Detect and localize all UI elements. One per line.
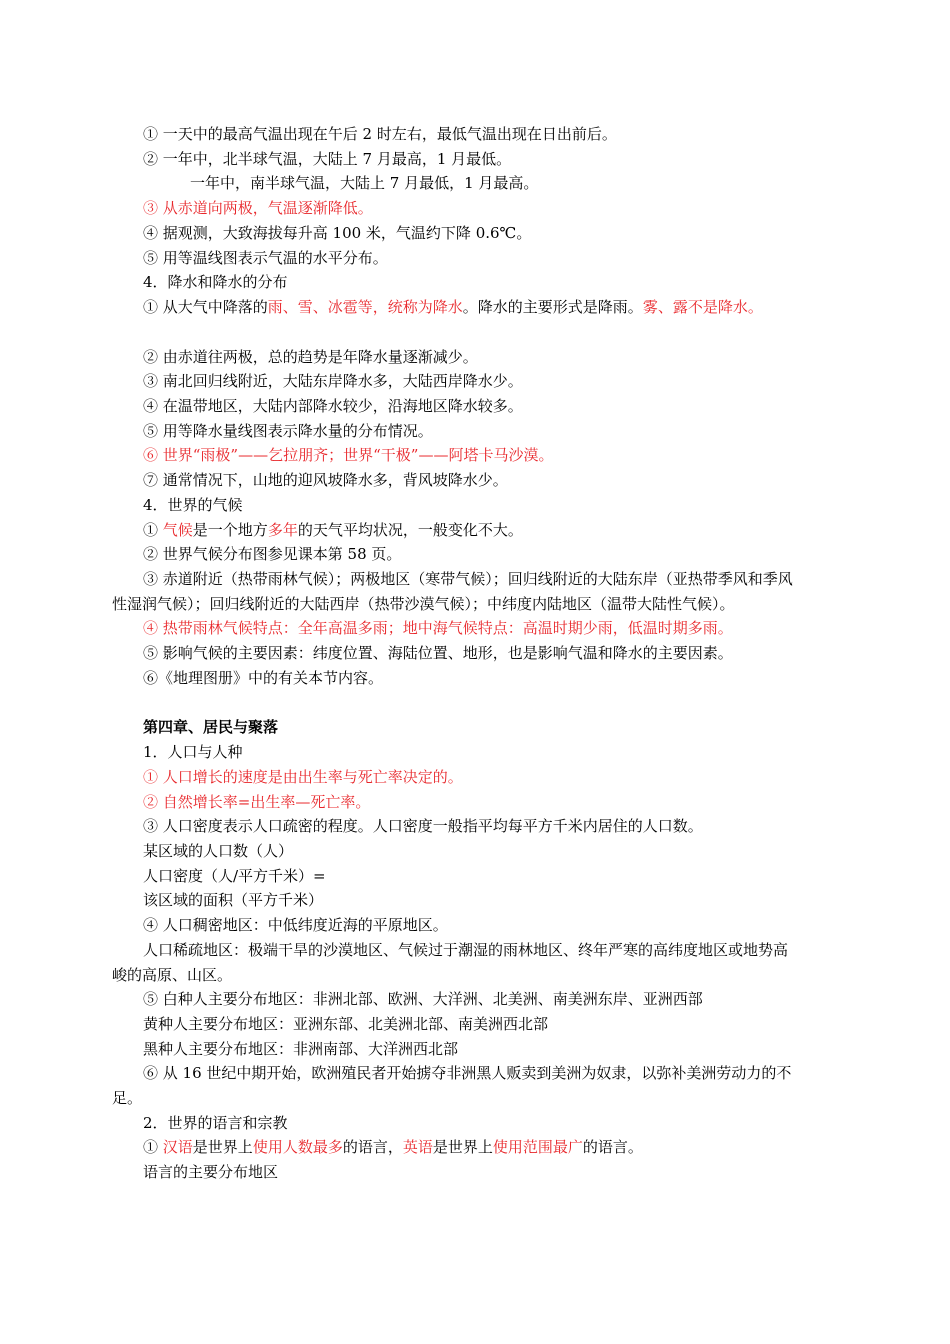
population-item-6: ⑥ 从 16 世纪中期开始，欧洲殖民者开始掳夺非洲黑人贩卖到美洲为奴隶，以弥补美洲劳动力的不足。 xyxy=(112,1064,792,1108)
section-heading-language: 2．世界的语言和宗教 xyxy=(143,1113,288,1132)
climate-item-1 xyxy=(143,518,833,543)
climate-item-3: ③ 赤道附近（热带雨林气候）；两极地区（寒带气候）；回归线附近的大陆东岸（亚热带季风和季风性湿润气候）；回归线附近的大陆西岸（热带沙漠气候）；中纬度内陆地区（温带大陆性气候）。 xyxy=(112,569,793,613)
precip-item-5: ⑤ 用等降水量线图表示降水量的分布情况。 xyxy=(143,421,433,440)
density-formula-lhs: 人口密度（人/平方千米）= xyxy=(143,866,326,885)
precip-item-4: ④ 在温带地区，大陆内部降水较少，沿海地区降水较多。 xyxy=(143,397,523,416)
section-heading-world-climate: 4．世界的气候 xyxy=(143,495,243,514)
climate-item-1-a: ① xyxy=(143,520,163,539)
temp-item-3: ③ 从赤道向两极，气温逐渐降低。 xyxy=(143,199,373,218)
population-item-2: ② 自然增长率=出生率—死亡率。 xyxy=(143,792,371,811)
language-item-1-a: ① xyxy=(143,1138,163,1157)
population-item-1: ① 人口增长的速度是由出生率与死亡率决定的。 xyxy=(143,767,463,786)
precip-item-6: ⑥ 世界“雨极”——乞拉朋齐；世界“干极”——阿塔卡马沙漠。 xyxy=(143,446,554,465)
blank-line xyxy=(143,690,833,715)
language-item-1-i: 的语言。 xyxy=(582,1138,643,1157)
temp-item-2: ② 一年中，北半球气温，大陆上 7 月最高，1 月最低。 xyxy=(143,149,512,168)
climate-item-5: ⑤ 影响气候的主要因素：纬度位置、海陆位置、地形，也是影响气温和降水的主要因素。 xyxy=(143,644,733,663)
language-item-1-d: 使用人数最多 xyxy=(252,1138,343,1157)
temp-item-2b: 一年中，南半球气温，大陆上 7 月最低，1 月最高。 xyxy=(190,174,539,193)
precip-item-3: ③ 南北回归线附近，大陆东岸降水多，大陆西岸降水少。 xyxy=(143,372,523,391)
section-heading-precipitation: 4．降水和降水的分布 xyxy=(143,273,288,292)
precip-item-1-a: ① 从大气中降落的 xyxy=(143,297,268,316)
language-item-1-g: 是世界上 xyxy=(432,1138,493,1157)
precip-item-1-c: 。降水的主要形式是降雨。 xyxy=(462,297,643,316)
section-heading-population: 1．人口与人种 xyxy=(143,743,243,762)
temp-item-5: ⑤ 用等温线图表示气温的水平分布。 xyxy=(143,248,388,267)
language-item-1-f: 英语 xyxy=(402,1138,433,1157)
climate-item-2: ② 世界气候分布图参见课本第 58 页。 xyxy=(143,545,402,564)
climate-item-1-d: 多年 xyxy=(267,520,298,539)
population-item-4b: 人口稀疏地区：极端干旱的沙漠地区、气候过于潮湿的雨林地区、终年严寒的高纬度地区或地势高峻的高原、山区。 xyxy=(112,940,789,984)
climate-item-4: ④ 热带雨林气候特点：全年高温多雨；地中海气候特点：高温时期少雨，低温时期多雨。 xyxy=(143,619,733,638)
population-item-5: ⑤ 白种人主要分布地区：非洲北部、欧洲、大洋洲、北美洲、南美洲东岸、亚洲西部 xyxy=(143,990,703,1009)
precip-item-7: ⑦ 通常情况下，山地的迎风坡降水多，背风坡降水少。 xyxy=(143,471,508,490)
population-item-4: ④ 人口稠密地区：中低纬度近海的平原地区。 xyxy=(143,916,448,935)
population-item-5c: 黑种人主要分布地区：非洲南部、大洋洲西北部 xyxy=(143,1039,459,1058)
document-body xyxy=(112,122,833,1185)
language-item-1-c: 是世界上 xyxy=(192,1138,253,1157)
precip-item-1-b: 雨、雪、冰雹等，统称为降水 xyxy=(267,297,463,316)
temp-item-1: ① 一天中的最高气温出现在午后 2 时左右，最低气温出现在日出前后。 xyxy=(143,125,617,143)
population-item-5b: 黄种人主要分布地区：亚洲东部、北美洲北部、南美洲西北部 xyxy=(143,1014,549,1033)
climate-item-1-e: 的天气平均状况，一般变化不大。 xyxy=(297,520,523,539)
language-item-2: 语言的主要分布地区 xyxy=(143,1163,279,1182)
climate-item-6: ⑥《地理图册》中的有关本节内容。 xyxy=(143,668,384,687)
density-formula-numerator: 某区域的人口数（人） xyxy=(143,841,294,860)
density-formula-denominator: 该区域的面积（平方千米） xyxy=(143,891,324,910)
language-item-1-e: 的语言， xyxy=(342,1138,403,1157)
precip-item-2: ② 由赤道往两极，总的趋势是年降水量逐渐减少。 xyxy=(143,347,478,366)
climate-item-1-b: 气候 xyxy=(162,520,193,539)
chapter-title: 第四章、居民与聚落 xyxy=(143,718,279,737)
population-item-3: ③ 人口密度表示人口疏密的程度。人口密度一般指平均每平方千米内居住的人口数。 xyxy=(143,817,703,836)
precip-item-1 xyxy=(143,295,833,320)
language-item-1-b: 汉语 xyxy=(162,1138,193,1157)
precip-item-1-d: 雾、露不是降水 xyxy=(642,297,748,316)
language-item-1-h: 使用范围最广 xyxy=(492,1138,583,1157)
blank-line xyxy=(143,320,833,345)
climate-item-1-c: 是一个地方 xyxy=(192,520,268,539)
temp-item-4: ④ 据观测，大致海拔每升高 100 米，气温约下降 0.6℃。 xyxy=(143,223,532,242)
precip-item-1-e: 。 xyxy=(747,297,763,316)
language-item-1 xyxy=(143,1135,833,1160)
